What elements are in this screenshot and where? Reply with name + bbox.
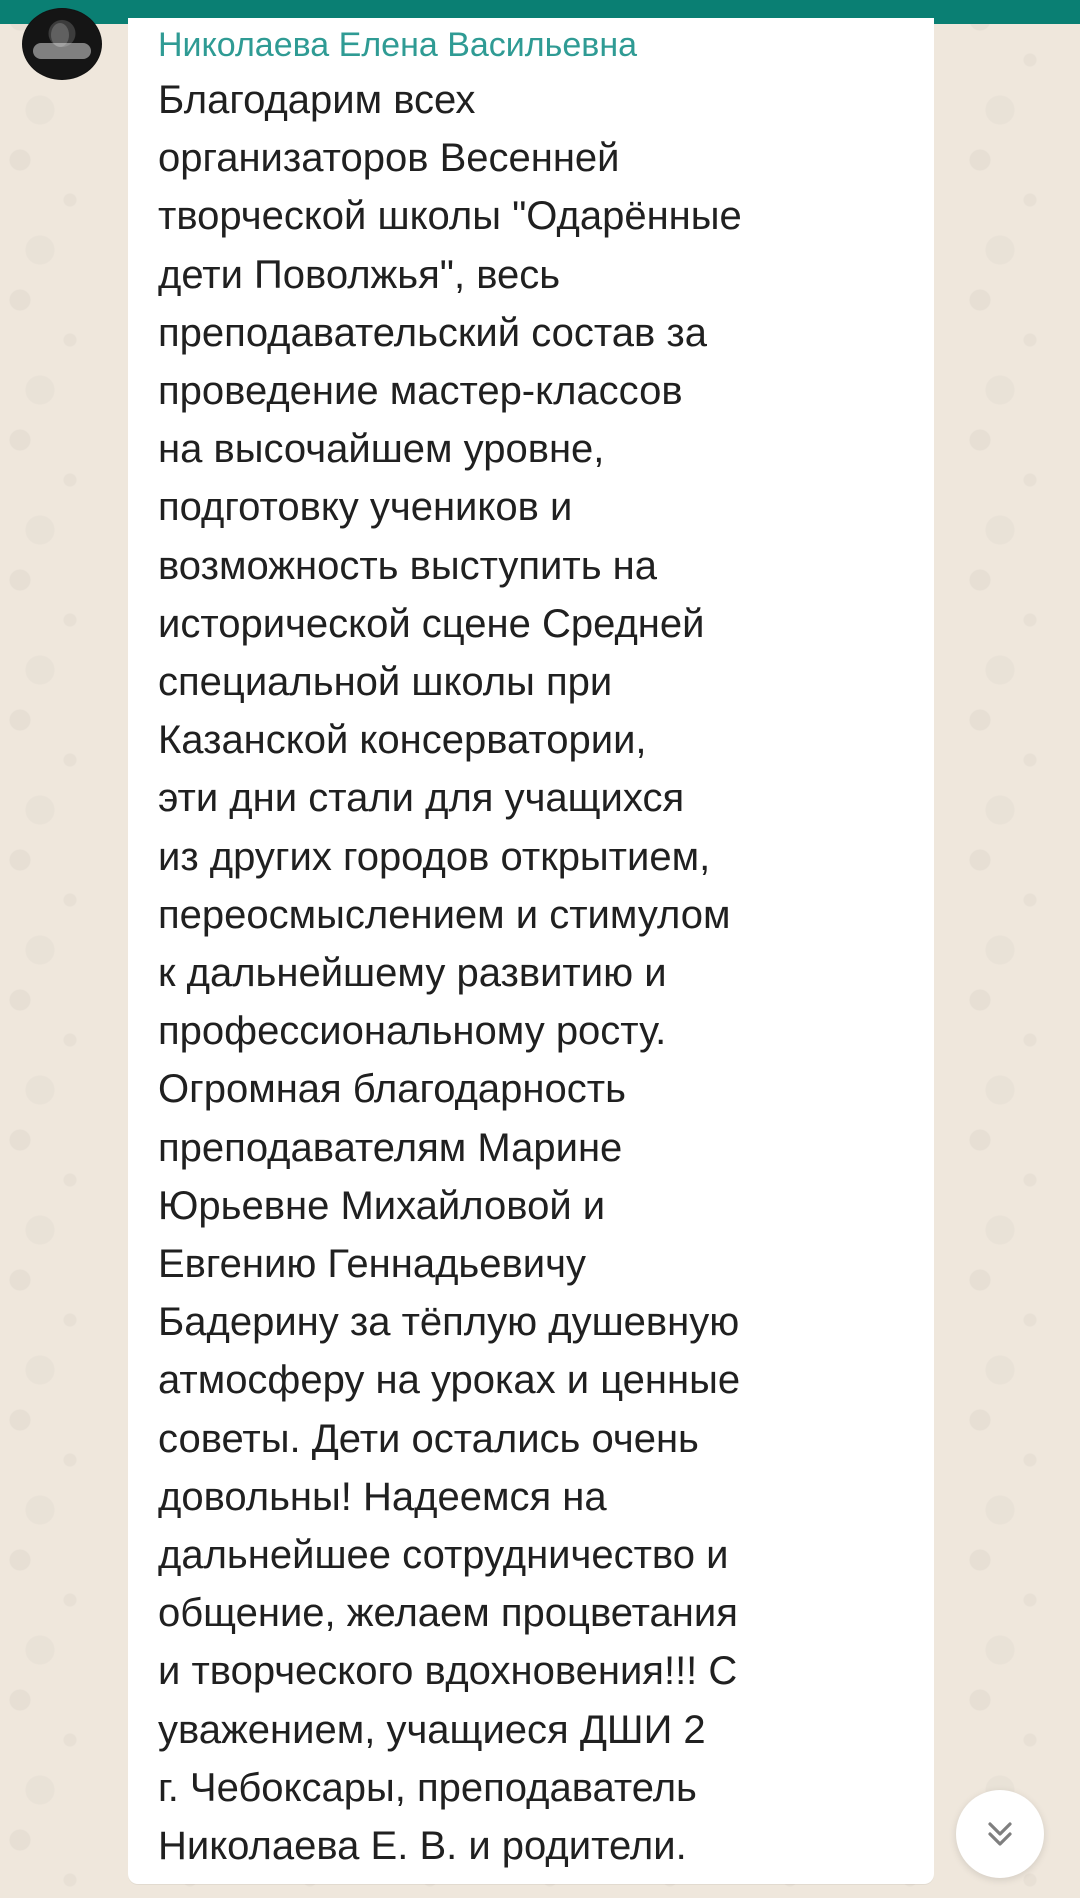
message-text: Благодарим всех организаторов Весенней творческой школы "Одарённые дети Поволжья", весь преподавательский состав за проведение мастер-классов на высочайшем уровне, подготовку учеников и возможность выступить на исторической сцене Средней специальной школы при Казанской консерватории, эти дни стали для учащихся из других городов открытием, переосмыслением и стимулом к дальнейшему развитию и профессиональному росту. Огромная благодарность преподавателям Марине Юрьевне Михайловой и Евгению Геннадьевичу Бадерину за тёплую душевную атмосферу на уроках и ценные советы. Дети остались очень довольны! Надеемся на дальнейшее сотрудничество и общение, желаем процветания и творческого вдохновения!!! С уважением, учащиеся ДШИ 2 г. Чебоксары, преподаватель Николаева Е. В. и родители. <box>158 78 742 1869</box>
message-bubble <box>128 18 934 1884</box>
scroll-down-button[interactable] <box>956 1790 1044 1878</box>
avatar[interactable] <box>22 8 102 80</box>
chevron-double-down-icon <box>980 1814 1020 1854</box>
sender-name[interactable]: Николаева Елена Васильевна <box>158 26 638 64</box>
